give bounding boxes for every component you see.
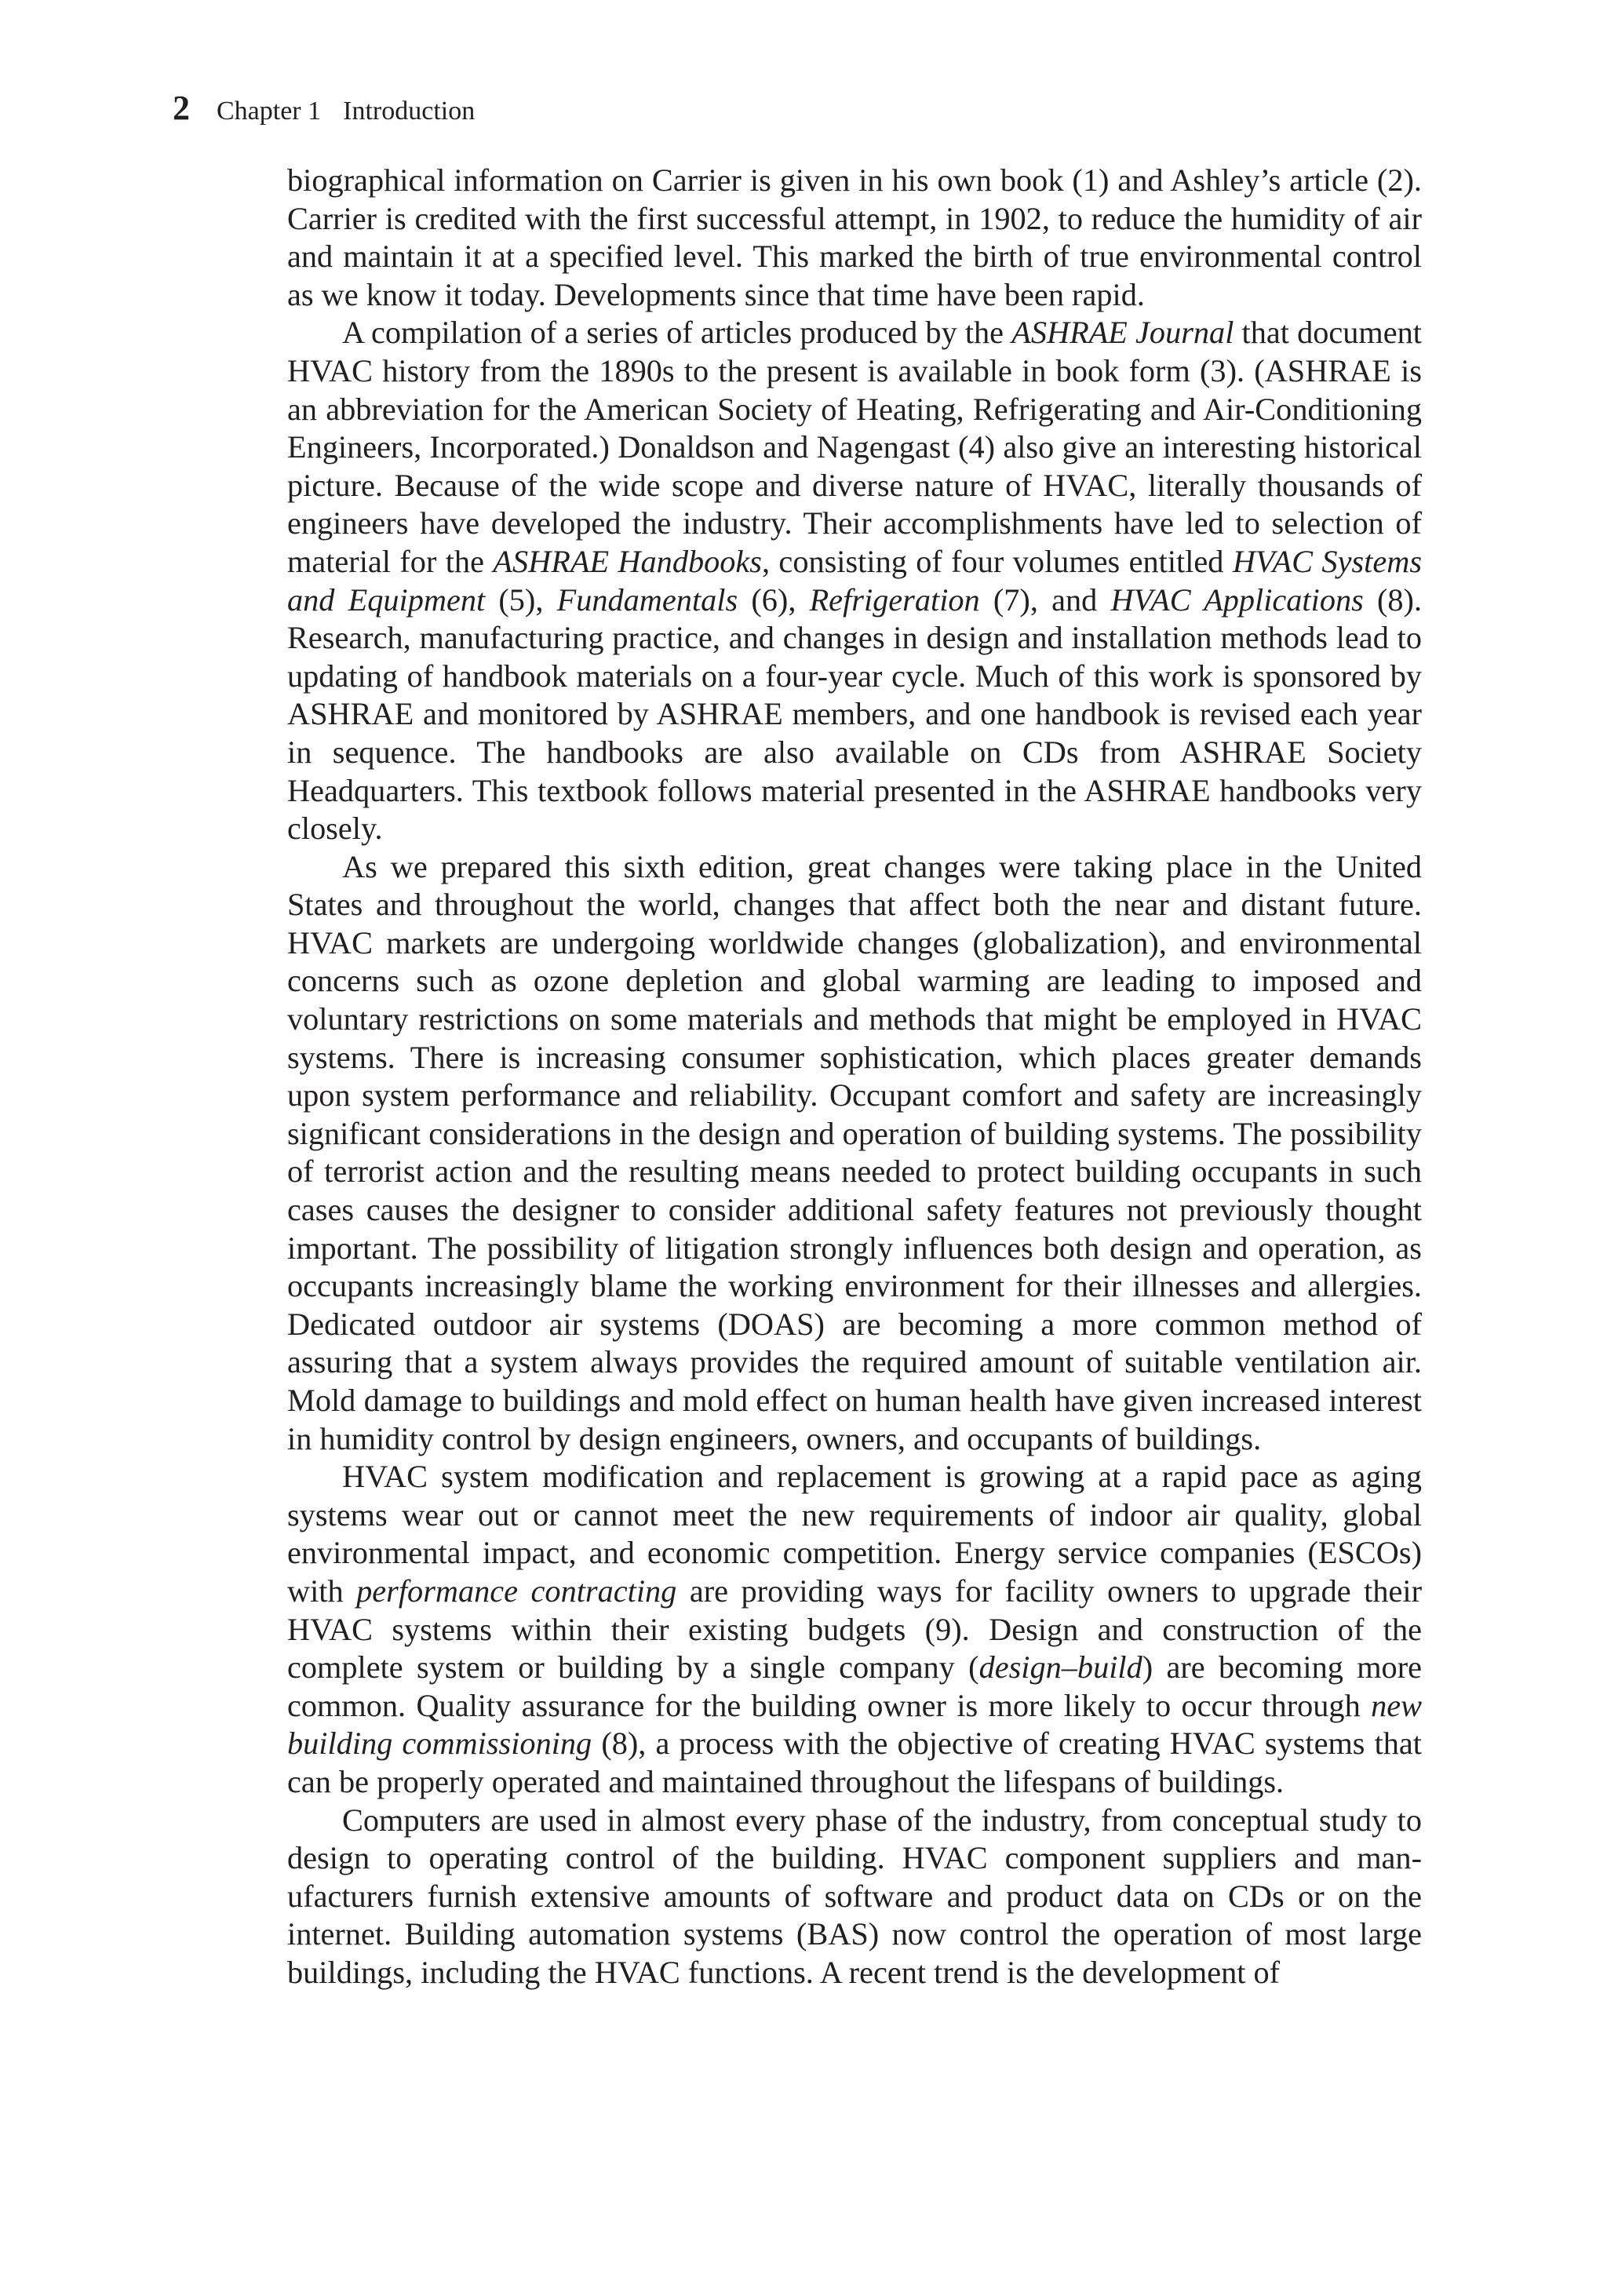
chapter-label: Chapter 1	[217, 97, 322, 126]
text-run: biographical information on Carrier is given in his own book (1) and Ashley’s article (2). Carrier is credited with the first successful attempt, in 1902, to reduce the humidity of air and maintain it at a specified level. This marked the birth of true environmental control as we know it today. Developments since that time have been rapid.	[287, 162, 1422, 312]
chapter-title: Introduction	[343, 97, 476, 126]
page-number: 2	[173, 89, 190, 127]
body-paragraph	[287, 848, 1422, 1459]
body-paragraph	[287, 162, 1422, 314]
text-run: are providing ways for facility owners to upgrade their HVAC systems within their existing budgets (9). Design and construction of the complete system or building by a single company (	[287, 1573, 1422, 1686]
running-head	[173, 88, 475, 135]
italic-text-run: HVAC Systems and Equipment	[287, 543, 1422, 618]
italic-text-run: ASHRAE Handbooks	[493, 543, 762, 579]
text-run: (7), and	[979, 581, 1111, 618]
body-paragraph	[287, 1458, 1422, 1801]
body-paragraph	[287, 314, 1422, 847]
body-paragraph	[287, 1802, 1422, 1992]
text-run: (8), a process with the objective of creating HVAC systems that can be properly operated and maintained throughout the lifespans of buildings.	[287, 1726, 1423, 1799]
text-run: ) are becoming more common. Quality assurance for the building owner is more likely to occur through	[287, 1649, 1422, 1723]
text-run: As we prepared this sixth edition, great changes were taking place in the United States and throughout the world, changes that affect both the near and distant future. HVAC markets are undergoing worldwide changes (globalization), and environmental concerns such as ozone depletion and global warming are leading to imposed and voluntary restrictions on some materials and methods that might be employed in HVAC systems. There is increasing consumer sophistication, which places greater demands upon system performance and reliability. Occupant comfort and safety are increasingly significant considerations in the design and operation of building systems. The possibility of terrorist action and the resulting means needed to protect building occupants in such cases causes the designer to consider additional safety features not previously thought important. The possibility of litigation strongly influences both design and operation, as occupants increasingly blame the working environment for their illnesses and allergies. Dedicated outdoor air systems (DOAS) are becoming a more common method of assuring that a system always provides the required amount of suitable ventilation air. Mold damage to buildings and mold effect on human health have given increased interest in humidity control by design engineers, owners, and occupants of buildings.	[287, 848, 1422, 1456]
italic-text-run: performance contracting	[356, 1573, 677, 1609]
text-run: HVAC system modification and replacement is growing at a rapid pace as aging systems wear out or cannot meet the new requirements of indoor air quality, global environmental impact, and economic competition. Energy service companies (ESCOs) with	[287, 1459, 1422, 1609]
italic-text-run: Fundamentals	[556, 581, 738, 618]
text-run: A compilation of a series of articles produced by the	[342, 315, 1012, 351]
text-run: (5),	[485, 581, 557, 618]
italic-text-run: design–build	[978, 1649, 1142, 1686]
text-run: (6),	[738, 581, 810, 618]
text-run: Computers are used in almost every phase of the industry, from conceptual study to design to operating control of the building. HVAC component suppliers and manufacturers furnish extensive amounts of software and product data on CDs or on the internet. Building automation systems (BAS) now control the operation of most large buildings, including the HVAC functions. A recent trend is the development of	[287, 1802, 1422, 1990]
italic-text-run: ASHRAE Journal	[1011, 315, 1234, 351]
text-run: that document HVAC history from the 1890s to the present is available in book form (3). (ASHRAE is an abbreviation for the American Society of Heating, Refrigerating and Air-Conditioning Engineers, Incorporated.) Donaldson and Nagengast (4) also give an interesting historical picture. Because of the wide scope and diverse nature of HVAC, literally thousands of engineers have developed the industry. Their accomplishments have led to selection of material for the	[287, 315, 1422, 579]
italic-text-run: new building commissioning	[287, 1687, 1422, 1762]
body-text	[287, 162, 1422, 1992]
text-run: , consisting of four volumes entitled	[761, 543, 1233, 579]
text-run: (8). Research, manufacturing practice, and changes in design and installation methods lead to updating of handbook materials on a four-year cycle. Much of this work is sponsored by ASHRAE and monitored by ASHRAE members, and one handbook is revised each year in sequence. The handbooks are also available on CDs from ASHRAE Society Headquarters. This textbook follows material presented in the ASHRAE handbooks very closely.	[287, 581, 1423, 847]
italic-text-run: Refrigeration	[809, 581, 980, 618]
italic-text-run: HVAC Applications	[1110, 581, 1364, 618]
